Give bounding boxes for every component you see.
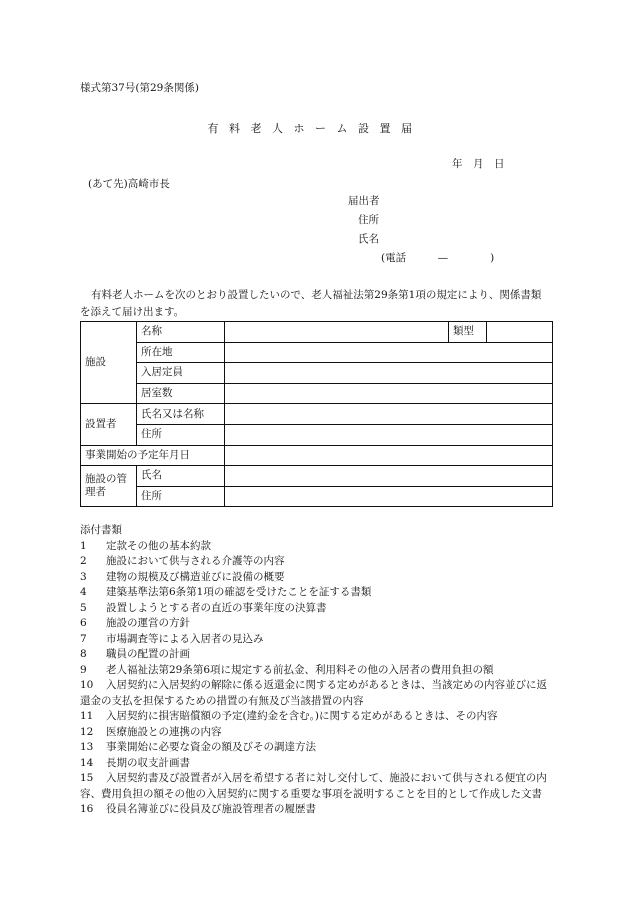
table-row (81, 466, 553, 487)
table-row (81, 342, 553, 363)
item-number: 11 (80, 710, 94, 722)
item-number: 12 (80, 725, 94, 738)
type-header: 類型 (449, 322, 487, 343)
table-row (81, 445, 553, 466)
name-label: 氏名 (358, 233, 379, 245)
facility-table (80, 321, 553, 507)
list-item (80, 740, 555, 756)
item-text: 設置しようとする者の直近の事業年度の決算書 (106, 601, 327, 614)
item-text: 建物の規模及び構造並びに設備の概要 (106, 570, 285, 583)
item-text: 入居契約に入居契約の解除に係る返還金に関する定めがあるときは、当該定めの内容並びに返還金の支払を担保するための措置の有無及び当該措置の内容 (80, 679, 547, 707)
location-header: 所在地 (137, 342, 225, 363)
capacity-header: 入居定員 (137, 363, 225, 384)
list-item (80, 616, 555, 632)
item-number: 7 (80, 632, 87, 645)
manager-address-header: 住所 (137, 486, 225, 507)
list-item (80, 678, 555, 709)
item-text: 医療施設との連携の内容 (106, 725, 222, 738)
table-row (81, 383, 553, 404)
list-item (80, 554, 555, 570)
item-number: 14 (80, 756, 94, 769)
name-header: 名称 (137, 322, 225, 343)
item-text: 市場調査等による入居者の見込み (106, 632, 264, 645)
item-text: 施設において供与される介護等の内容 (106, 555, 285, 567)
founder-address-header: 住所 (137, 424, 225, 445)
facility-label: 施設 (81, 322, 137, 404)
type-field[interactable] (487, 322, 553, 343)
recipient: (あて先)高崎市長 (88, 178, 170, 190)
rooms-field[interactable] (225, 383, 553, 404)
item-number: 15 (80, 772, 94, 784)
list-item (80, 570, 555, 586)
table-row (81, 486, 553, 507)
notifier-block (348, 192, 495, 268)
item-text: 老人福祉法第29条第6項に規定する前払金、利用料その他の入居者の費用負担の額 (106, 663, 494, 676)
founder-name-header: 氏名又は名称 (137, 404, 225, 425)
list-item (80, 756, 555, 772)
item-text: 事業開始に必要な資金の額及びその調達方法 (106, 741, 316, 753)
item-text: 入居契約に損害賠償額の予定(違約金を含む。)に関する定めがあるときは、その内容 (106, 710, 498, 722)
date-line: 年 月 日 (452, 158, 505, 170)
list-item (80, 585, 555, 601)
item-text: 施設の運営の方針 (106, 617, 190, 629)
founder-name-field[interactable] (225, 404, 553, 425)
table-row (81, 322, 553, 343)
list-item (80, 663, 555, 679)
founder-address-field[interactable] (225, 424, 553, 445)
address-label: 住所 (358, 214, 379, 226)
form-number: 様式第37号(第29条関係) (80, 82, 199, 94)
name-field[interactable] (225, 322, 449, 343)
manager-name-header: 氏名 (137, 466, 225, 487)
notifier-label: 届出者 (348, 195, 380, 207)
rooms-header: 居室数 (137, 383, 225, 404)
attachments-list (80, 539, 555, 818)
manager-address-field[interactable] (225, 486, 553, 507)
item-number: 10 (80, 679, 94, 691)
founder-label: 設置者 (81, 404, 137, 445)
item-text: 建築基準法第6条第1項の確認を受けたことを証する書類 (106, 586, 372, 598)
table-row (81, 424, 553, 445)
document-title: 有料老人ホーム設置届 (207, 122, 423, 135)
table-row (81, 363, 553, 384)
item-text: 職員の配置の計画 (106, 648, 190, 660)
item-number: 8 (80, 648, 87, 660)
phone-line: (電話 — ) (381, 252, 495, 264)
table-row (81, 404, 553, 425)
list-item (80, 539, 555, 555)
list-item (80, 725, 555, 741)
location-field[interactable] (225, 342, 553, 363)
item-number: 4 (80, 586, 87, 598)
item-number: 5 (80, 601, 87, 614)
list-item (80, 709, 555, 725)
item-number: 16 (80, 803, 94, 815)
intro-text: 有料老人ホームを次のとおり設置したいので、老人福祉法第29条第1項の規定により、関係書類を添えて届け出ます。 (80, 289, 542, 318)
list-item (80, 802, 555, 818)
start-date-header: 事業開始の予定年月日 (81, 445, 225, 466)
list-item (80, 647, 555, 663)
item-text: 入居契約書及び設置者が入居を希望する者に対し交付して、施設において供与される便宜の内容、費用負担の額その他の入居契約に関する重要な事項を説明することを目的として作成した文書 (80, 772, 547, 800)
item-number: 6 (80, 617, 87, 629)
attachments-section (80, 523, 555, 818)
item-number: 13 (80, 741, 94, 753)
manager-name-field[interactable] (225, 466, 553, 487)
capacity-field[interactable] (225, 363, 553, 384)
item-text: 定款その他の基本約款 (106, 539, 211, 552)
item-number: 9 (80, 663, 87, 676)
item-text: 役員名簿並びに役員及び施設管理者の履歴書 (106, 803, 316, 815)
list-item (80, 632, 555, 648)
attachments-heading: 添付書類 (80, 524, 122, 536)
manager-label: 施設の管理者 (81, 466, 137, 507)
list-item (80, 601, 555, 617)
item-number: 1 (80, 539, 87, 552)
list-item (80, 771, 555, 802)
item-text: 長期の収支計画書 (106, 756, 190, 769)
item-number: 2 (80, 555, 87, 567)
start-date-field[interactable] (225, 445, 553, 466)
item-number: 3 (80, 570, 87, 583)
